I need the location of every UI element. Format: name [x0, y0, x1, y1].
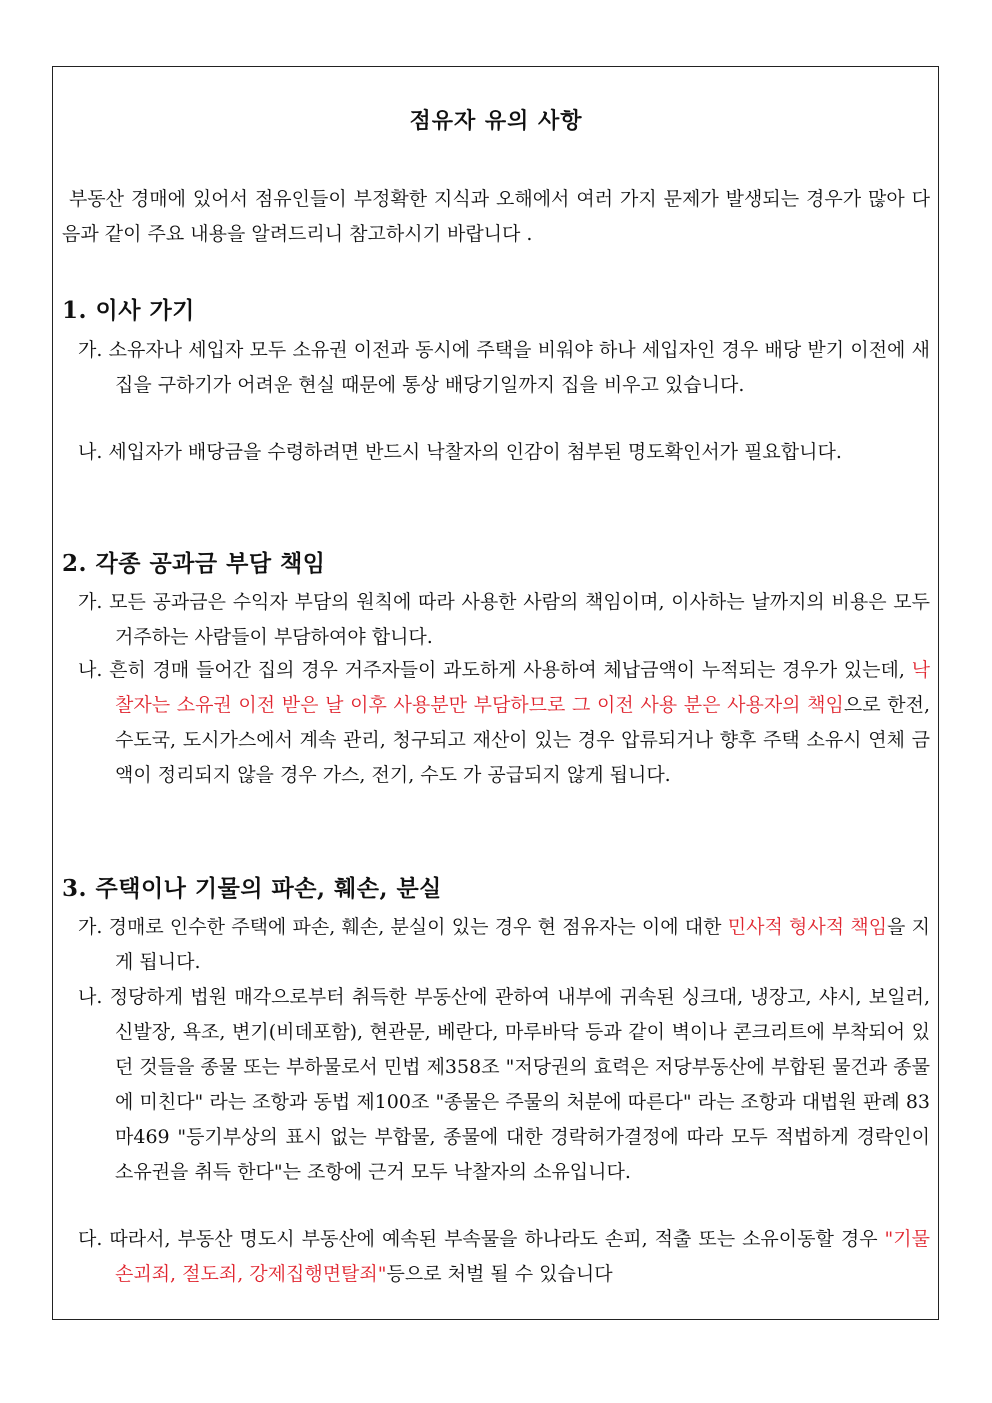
section-2-item-na-text: 나. 흔히 경매 들어간 집의 경우 거주자들이 과도하게 사용하여 체납금액이 누적되는 경우가 있는데,: [78, 659, 912, 681]
intro-text: 부동산 경매에 있어서 점유인들이 부정확한 지식과 오해에서 여러 가지 문제가 발생되는 경우가 많아 다음과 같이 주요 내용을 알려드리니 참고하시기 바랍니다 .: [62, 188, 930, 245]
section-heading-3: 3. 주택이나 기물의 파손, 훼손, 분실: [62, 875, 442, 902]
section-2-item-na-text-after: 으로 한전, 수도국, 도시가스에서 계속 관리, 청구되고 재산이 있는 경우 압류되거나 향후 주택 소유시 연체 금액이 정리되지 않을 경우 가스, 전기, 수도 가 공급되지 않게 됩니다.: [115, 694, 930, 786]
section-3-item-na: 나. 정당하게 법원 매각으로부터 취득한 부동산에 관하여 내부에 귀속된 싱크대, 냉장고, 샤시, 보일러, 신발장, 욕조, 변기(비데포함), 현관문, 베란다, 마루바닥 등과 같이 벽이나 콘크리트에 부착되어 있던 것들을 종물 또는 부하물로서 민법 제358조 "저당권의 효력은 저당부동산에 부합된 물건과 종물에 미친다" 라는 조항과 동법 제100조 "종물은 주물의 처분에 따른다" 라는 조항과 대법원 판례 83마469 "등기부상의 표시 없는 부합물, 종물에 대한 경락허가결정에 따라 모두 적법하게 경락인이 소유권을 취득 한다"는 조항에 근거 모두 낙찰자의 소유입니다.: [78, 986, 930, 1183]
section-heading-1: 1. 이사 가기: [62, 297, 195, 324]
section-3-item-da-highlight: "기물 손괴죄, 절도죄, 강제집행면탈죄": [115, 1228, 930, 1285]
section-heading-2: 2. 각종 공과금 부담 책임: [62, 550, 326, 577]
section-3-item-da-text-after: 등으로 처벌 될 수 있습니다: [386, 1263, 613, 1285]
section-2-item-ga: 가. 모든 공과금은 수익자 부담의 원칙에 따라 사용한 사람의 책임이며, 이사하는 날까지의 비용은 모두 거주하는 사람들이 부담하여야 합니다.: [78, 591, 930, 648]
section-3-item-da-text: 다. 따라서, 부동산 명도시 부동산에 예속된 부속물을 하나라도 손피, 적출 또는 소유이동할 경우: [78, 1228, 885, 1250]
document-title: 점유자 유의 사항: [409, 108, 583, 134]
section-2-item-na: [78, 653, 930, 793]
intro-paragraph: [62, 182, 930, 252]
section-1-item-na: 나. 세입자가 배당금을 수령하려면 반드시 낙찰자의 인감이 첨부된 명도확인서가 필요합니다.: [78, 441, 842, 463]
section-3-item-ga-text: 가. 경매로 인수한 주택에 파손, 훼손, 분실이 있는 경우 현 점유자는 이에 대한: [78, 916, 728, 938]
section-2-item-na-highlight: 낙찰자는 소유권 이전 받은 날 이후 사용분만 부담하므로 그 이전 사용 분은 사용자의 책임: [115, 659, 930, 716]
section-3-item-da: [78, 1222, 930, 1292]
section-1-item-ga: 가. 소유자나 세입자 모두 소유권 이전과 동시에 주택을 비워야 하나 세입자인 경우 배당 받기 이전에 새집을 구하기가 어려운 현실 때문에 통상 배당기일까지 집을 비우고 있습니다.: [78, 339, 930, 396]
section-3-item-ga-text-after: 을 지게 됩니다.: [115, 916, 930, 973]
section-3-item-ga: [78, 910, 930, 980]
section-3-item-ga-highlight: 민사적 형사적 책임: [727, 916, 888, 938]
